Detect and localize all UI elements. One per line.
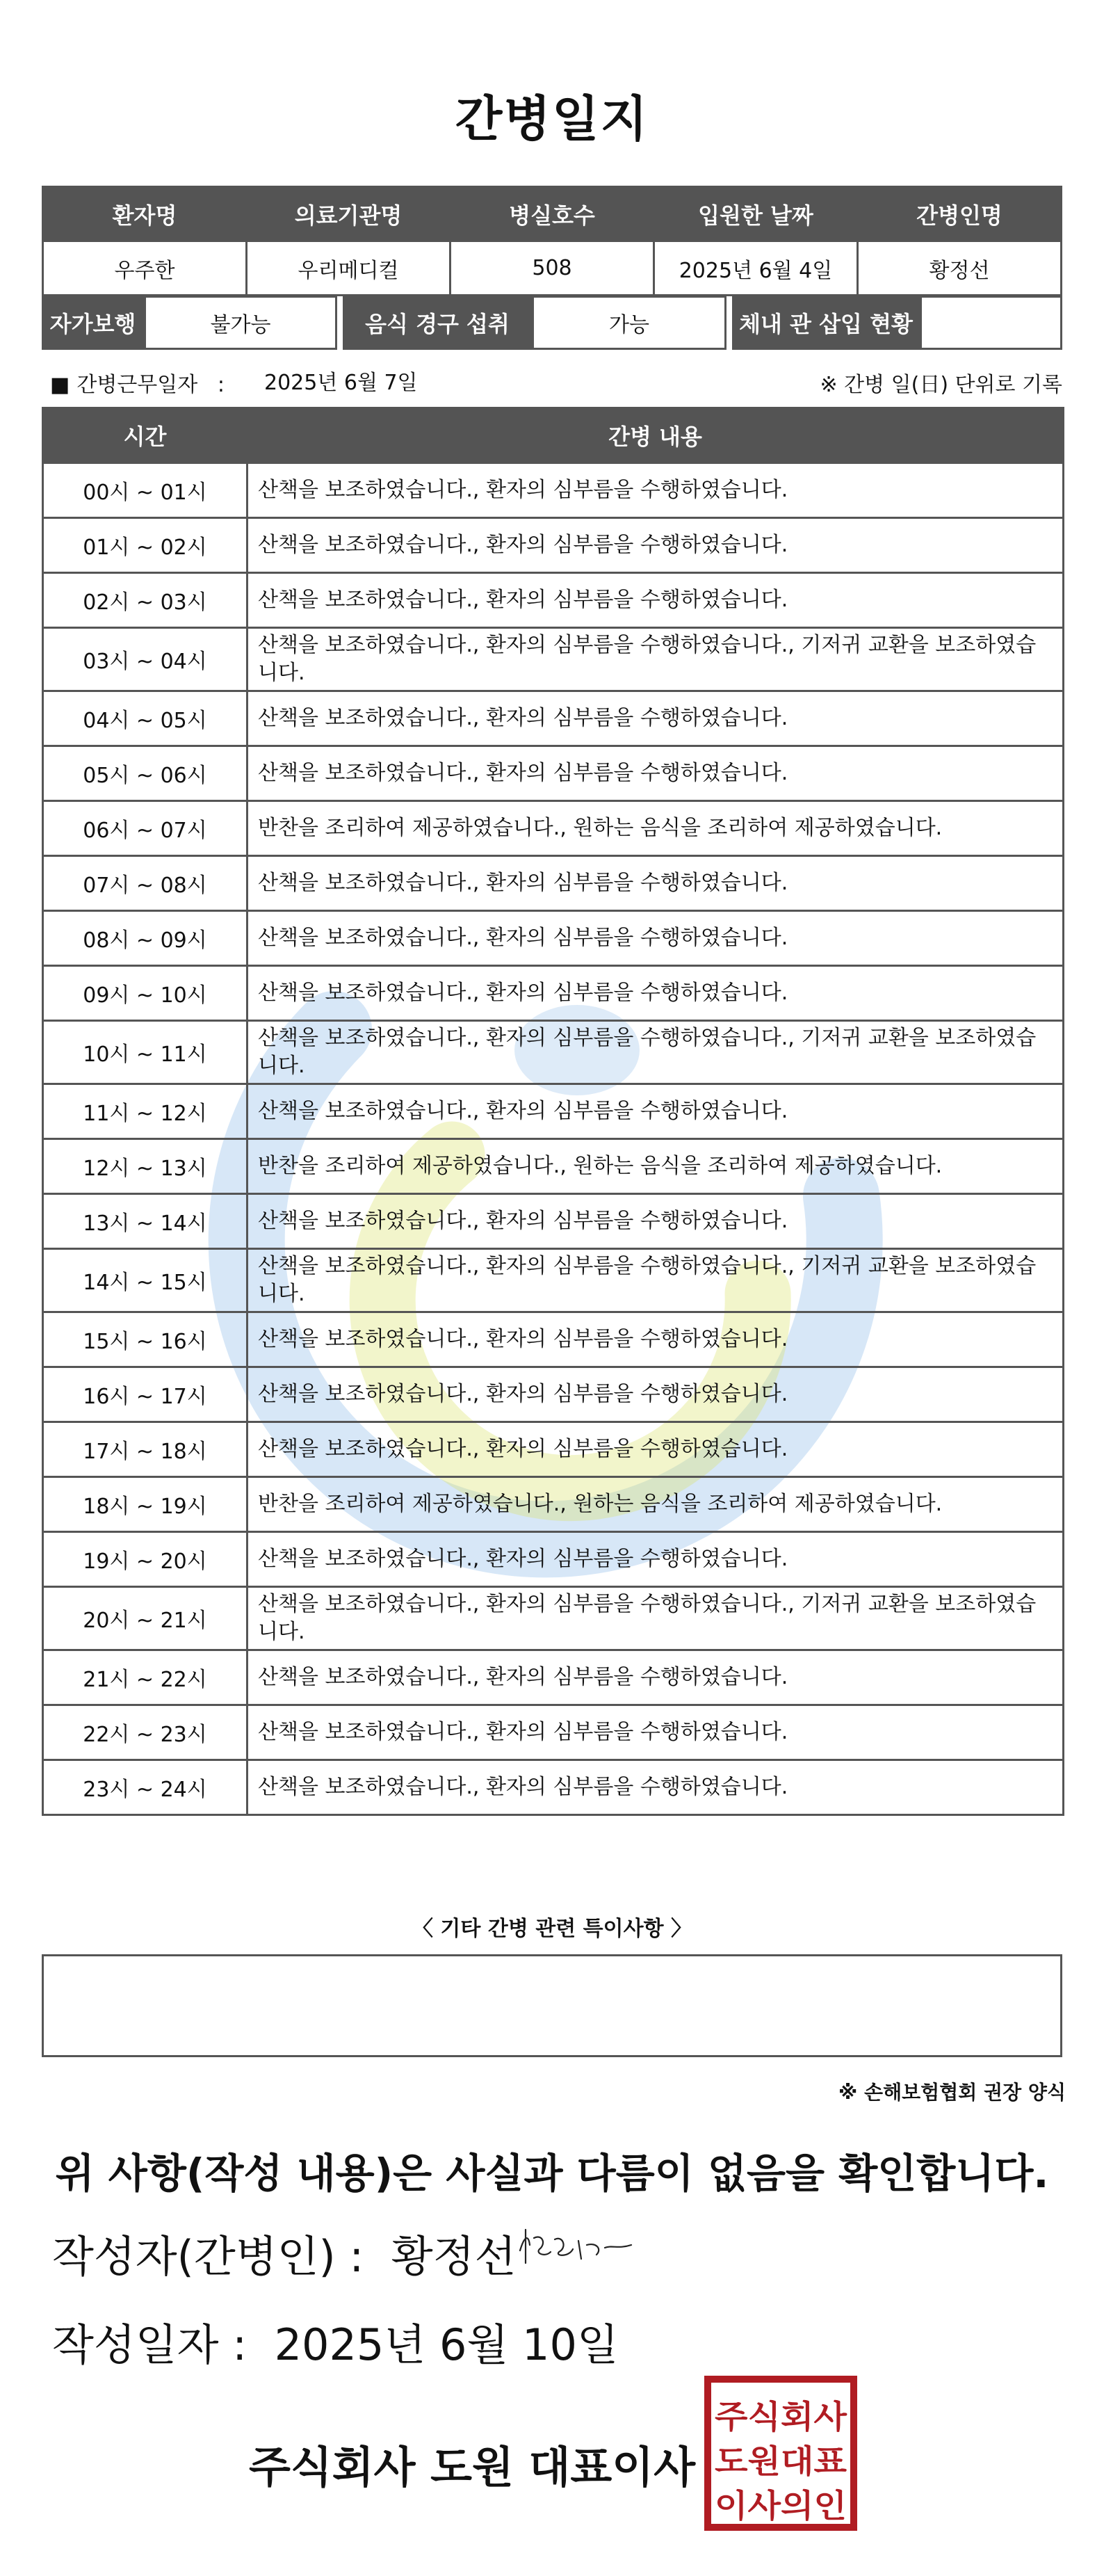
header-room-number: 병실호수 xyxy=(450,187,654,241)
care-content: 산책을 보조하였습니다., 환자의 심부름을 수행하였습니다. xyxy=(247,463,1064,518)
table-row xyxy=(43,856,1064,911)
care-content: 산책을 보조하였습니다., 환자의 심부름을 수행하였습니다. xyxy=(247,1367,1064,1422)
table-row xyxy=(43,1367,1064,1422)
duty-label-text: 간병근무일자 xyxy=(76,373,198,397)
self-walk-label: 자가보행 xyxy=(42,296,144,350)
patient-status-row xyxy=(42,296,1062,350)
square-bullet-icon: ■ xyxy=(50,373,70,397)
table-row xyxy=(43,1532,1064,1587)
care-content: 산책을 보조하였습니다., 환자의 심부름을 수행하였습니다. xyxy=(247,966,1064,1021)
header-admission-date: 입원한 날짜 xyxy=(654,187,858,241)
time-slot: 11시 ~ 12시 xyxy=(43,1084,247,1139)
page-title: 간병일지 xyxy=(455,90,649,147)
company-representative: 주식회사 도원 대표이사 xyxy=(249,2442,696,2493)
time-slot: 21시 ~ 22시 xyxy=(43,1650,247,1705)
header-care-content: 간병 내용 xyxy=(247,408,1064,463)
care-content: 산책을 보조하였습니다., 환자의 심부름을 수행하였습니다. xyxy=(247,746,1064,801)
company-seal-stamp xyxy=(704,2375,858,2531)
time-slot: 13시 ~ 14시 xyxy=(43,1194,247,1249)
time-slot: 12시 ~ 13시 xyxy=(43,1139,247,1194)
header-time: 시간 xyxy=(43,408,247,463)
time-slot: 19시 ~ 20시 xyxy=(43,1532,247,1587)
svg-text:이사의인: 이사의인 xyxy=(715,2487,847,2525)
table-row xyxy=(43,1194,1064,1249)
table-row xyxy=(43,1477,1064,1532)
table-row xyxy=(43,1422,1064,1477)
time-slot: 08시 ~ 09시 xyxy=(43,911,247,966)
admission-date: 2025년 6월 4일 xyxy=(654,241,858,296)
duty-separator: : xyxy=(217,373,225,397)
time-slot: 14시 ~ 15시 xyxy=(43,1249,247,1312)
time-slot: 16시 ~ 17시 xyxy=(43,1367,247,1422)
care-content: 반찬을 조리하여 제공하였습니다., 원하는 음식을 조리하여 제공하였습니다. xyxy=(247,801,1064,856)
time-slot: 07시 ~ 08시 xyxy=(43,856,247,911)
hospital-name: 우리메디컬 xyxy=(247,241,450,296)
daily-record-note: ※ 간병 일(日) 단위로 기록 xyxy=(820,373,1062,397)
care-content: 산책을 보조하였습니다., 환자의 심부름을 수행하였습니다. xyxy=(247,1705,1064,1760)
patient-info-table xyxy=(42,186,1062,296)
table-row xyxy=(43,1312,1064,1367)
write-date: 2025년 6월 10일 xyxy=(274,2319,619,2370)
time-slot: 09시 ~ 10시 xyxy=(43,966,247,1021)
table-row xyxy=(43,573,1064,628)
table-row xyxy=(43,746,1064,801)
time-slot: 10시 ~ 11시 xyxy=(43,1021,247,1084)
care-log-table xyxy=(42,407,1064,1816)
writer-name: 황정선 xyxy=(391,2231,517,2282)
caregiver-name: 황정선 xyxy=(858,241,1062,296)
time-slot: 23시 ~ 24시 xyxy=(43,1760,247,1815)
care-content: 산책을 보조하였습니다., 환자의 심부름을 수행하였습니다. xyxy=(247,856,1064,911)
table-row xyxy=(43,691,1064,746)
handwritten-signature xyxy=(514,2224,640,2273)
table-row xyxy=(43,1705,1064,1760)
care-content: 산책을 보조하였습니다., 환자의 심부름을 수행하였습니다. xyxy=(247,1194,1064,1249)
header-caregiver-name: 간병인명 xyxy=(858,187,1062,241)
table-row xyxy=(43,518,1064,573)
self-walk-value: 불가능 xyxy=(144,296,337,350)
table-row xyxy=(43,1139,1064,1194)
care-content: 산책을 보조하였습니다., 환자의 심부름을 수행하였습니다., 기저귀 교환을 보조하였습니다. xyxy=(247,1587,1064,1650)
writer-line xyxy=(52,2222,516,2284)
table-row xyxy=(43,911,1064,966)
duty-date: 2025년 6월 7일 xyxy=(264,371,418,395)
care-content: 산책을 보조하였습니다., 환자의 심부름을 수행하였습니다. xyxy=(247,573,1064,628)
time-slot: 06시 ~ 07시 xyxy=(43,801,247,856)
time-slot: 15시 ~ 16시 xyxy=(43,1312,247,1367)
table-row xyxy=(43,1650,1064,1705)
special-notes-box xyxy=(42,1954,1062,2057)
time-slot: 01시 ~ 02시 xyxy=(43,518,247,573)
oral-intake-label: 음식 경구 섭취 xyxy=(343,296,532,350)
table-row xyxy=(43,1587,1064,1650)
care-content: 산책을 보조하였습니다., 환자의 심부름을 수행하였습니다. xyxy=(247,518,1064,573)
tube-value xyxy=(920,296,1062,350)
duty-date-label xyxy=(50,367,225,398)
care-content: 산책을 보조하였습니다., 환자의 심부름을 수행하였습니다. xyxy=(247,1084,1064,1139)
care-content: 산책을 보조하였습니다., 환자의 심부름을 수행하였습니다. xyxy=(247,1650,1064,1705)
care-content: 반찬을 조리하여 제공하였습니다., 원하는 음식을 조리하여 제공하였습니다. xyxy=(247,1477,1064,1532)
care-content: 산책을 보조하였습니다., 환자의 심부름을 수행하였습니다. xyxy=(247,1422,1064,1477)
table-row xyxy=(43,801,1064,856)
tube-label: 체내 관 삽입 현황 xyxy=(732,296,920,350)
time-slot: 04시 ~ 05시 xyxy=(43,691,247,746)
care-content: 산책을 보조하였습니다., 환자의 심부름을 수행하였습니다. xyxy=(247,911,1064,966)
care-content: 산책을 보조하였습니다., 환자의 심부름을 수행하였습니다., 기저귀 교환을 보조하였습니다. xyxy=(247,1021,1064,1084)
write-date-line xyxy=(52,2310,619,2372)
header-patient-name: 환자명 xyxy=(43,187,247,241)
time-slot: 18시 ~ 19시 xyxy=(43,1477,247,1532)
table-row xyxy=(43,628,1064,691)
header-hospital-name: 의료기관명 xyxy=(247,187,450,241)
care-content: 산책을 보조하였습니다., 환자의 심부름을 수행하였습니다. xyxy=(247,1532,1064,1587)
care-content: 산책을 보조하였습니다., 환자의 심부름을 수행하였습니다. xyxy=(247,1312,1064,1367)
svg-text:주식회사: 주식회사 xyxy=(715,2398,847,2436)
oral-intake-value: 가능 xyxy=(532,296,726,350)
table-row xyxy=(43,1760,1064,1815)
time-slot: 03시 ~ 04시 xyxy=(43,628,247,691)
table-row xyxy=(43,1021,1064,1084)
time-slot: 02시 ~ 03시 xyxy=(43,573,247,628)
time-slot: 05시 ~ 06시 xyxy=(43,746,247,801)
table-row xyxy=(43,1249,1064,1312)
table-row xyxy=(43,966,1064,1021)
time-slot: 20시 ~ 21시 xyxy=(43,1587,247,1650)
table-row xyxy=(43,463,1064,518)
care-content: 반찬을 조리하여 제공하였습니다., 원하는 음식을 조리하여 제공하였습니다. xyxy=(247,1139,1064,1194)
table-row xyxy=(43,1084,1064,1139)
write-date-label: 작성일자 : xyxy=(52,2319,247,2370)
svg-text:도원대표: 도원대표 xyxy=(715,2442,847,2480)
care-content: 산책을 보조하였습니다., 환자의 심부름을 수행하였습니다., 기저귀 교환을 보조하였습니다. xyxy=(247,628,1064,691)
patient-name: 우주한 xyxy=(43,241,247,296)
time-slot: 17시 ~ 18시 xyxy=(43,1422,247,1477)
writer-label: 작성자(간병인) : xyxy=(52,2231,364,2282)
care-content: 산책을 보조하였습니다., 환자의 심부름을 수행하였습니다., 기저귀 교환을 보조하였습니다. xyxy=(247,1249,1064,1312)
room-number: 508 xyxy=(450,241,654,296)
confirmation-statement: 위 사항(작성 내용)은 사실과 다름이 없음을 확인합니다. xyxy=(55,2150,1049,2197)
special-notes-title: 〈 기타 간병 관련 특이사항 〉 xyxy=(412,1917,692,1941)
insurance-association-note: ※ 손해보험협회 권장 양식 xyxy=(838,2081,1066,2104)
time-slot: 00시 ~ 01시 xyxy=(43,463,247,518)
care-content: 산책을 보조하였습니다., 환자의 심부름을 수행하였습니다. xyxy=(247,1760,1064,1815)
time-slot: 22시 ~ 23시 xyxy=(43,1705,247,1760)
care-content: 산책을 보조하였습니다., 환자의 심부름을 수행하였습니다. xyxy=(247,691,1064,746)
